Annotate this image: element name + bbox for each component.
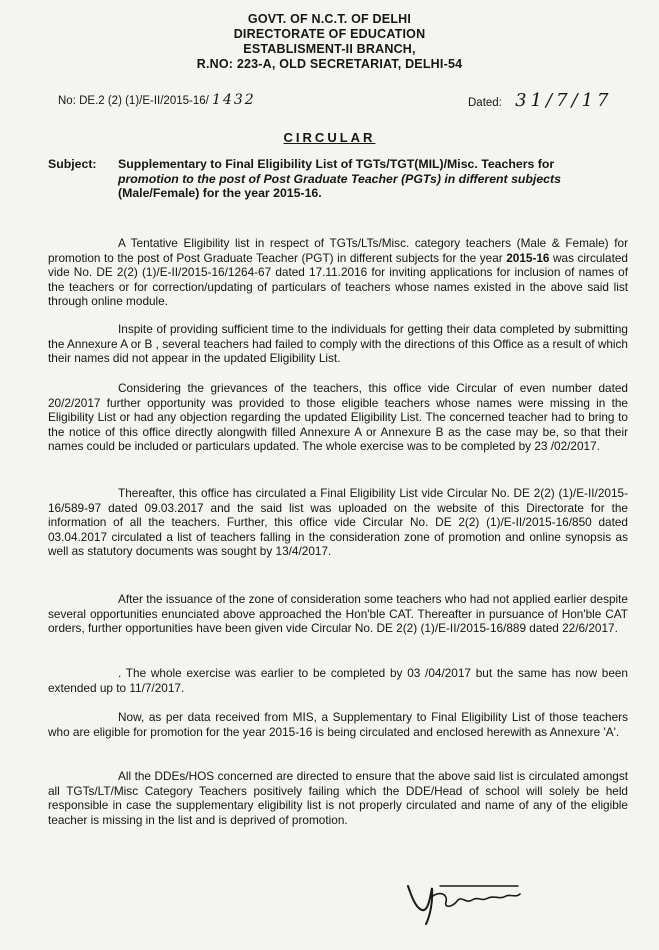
signature-icon: [400, 868, 530, 928]
paragraph-grievances: Considering the grievances of the teachers, this office vide Circular of even number dated 20/2/2017 further opportunity was provided to those eligible teachers whose names were missing in the Eligibility List or had any objection regarding the updated Eligibility List. The concerned teacher had to bring to the notice of this office directly alongwith filled Annexure A or Annexure B as the case may be, so that their names could be included or particulars updated. The whole exercise was to be completed by 23 /02/2017.: [48, 381, 628, 454]
subject-line-1: Supplementary to Final Eligibility List of TGTs/TGT(MIL)/Misc. Teachers for: [118, 157, 555, 171]
dated-label: Dated:: [468, 97, 502, 109]
paragraph-final-list: Thereafter, this office has circulated a Final Eligibility List vide Circular No. DE 2(2) (1)/E-II/2015-16/589-97 dated 09.03.2017 and the said list was uploaded on the website of this Directorate for the information of all the teachers. Further, this office vide Circular No. DE 2(2) (1)/E-II/2015-16/850 dated 03.04.2017 circulated a list of teachers falling in the consideration zone of promotion and online synopsis as well as statutory documents was sought by 13/4/2017.: [48, 486, 628, 559]
paragraph-supplementary: Now, as per data received from MIS, a Supplementary to Final Eligibility List of those teachers who are eligible for promotion for the year 2015-16 is being circulated and enclosed herewith as Annexure 'A'.: [48, 710, 628, 739]
paragraph-1-year: 2015-16: [506, 250, 550, 265]
document-title: CIRCULAR: [283, 130, 376, 145]
subject-text: [118, 157, 628, 201]
header-branch: ESTABLISMENT-II BRANCH,: [243, 42, 416, 56]
reference-number-label: No: DE.2 (2) (1)/E-II/2015-16/: [58, 95, 209, 107]
subject-line-2: promotion to the post of Post Graduate Teacher (PGTs) in different subjects: [118, 171, 561, 186]
header-address: R.NO: 223-A, OLD SECRETARIAT, DELHI-54: [196, 57, 463, 71]
subject-block: [48, 157, 628, 201]
subject-label: Subject:: [48, 157, 97, 171]
reference-number-handwritten: 1432: [212, 92, 256, 108]
paragraph-1-text-c: was circulated vide No. DE 2(2) (1)/E-II/2015-16/1264-67 dated 17.11.2016 for inviting applications for inclusion of names of the teachers or for correction/updating of particulars of teachers whose names existed in the above said list through online module.: [48, 250, 628, 309]
paragraph-extension: . The whole exercise was earlier to be completed by 03 /04/2017 but the same has now been extended up to 11/7/2017.: [48, 666, 628, 695]
header-govt: GOVT. OF N.C.T. OF DELHI: [247, 12, 412, 26]
dated-handwritten: 31/7/17: [515, 90, 613, 111]
paragraph-directions: All the DDEs/HOS concerned are directed to ensure that the above said list is circulated amongst all TGTs/LT/Misc Category Teachers positively failing which the DDE/Head of school will solely be held responsible in case the supplementary eligibility list is not properly circulated and name of any of the eligible teacher is missing in the list and is deprived of promotion.: [48, 769, 628, 827]
header-directorate: DIRECTORATE OF EDUCATION: [233, 27, 426, 41]
reference-date: [468, 90, 612, 111]
paragraph-cat: After the issuance of the zone of consideration some teachers who had not applied earlier despite several opportunities enunciated above approached the Hon'ble CAT. Thereafter in pursuance of Hon'ble CAT orders, further opportunities have been given vide Circular No. DE 2(2) (1)/E-II/2015-16/889 dated 22/6/2017.: [48, 592, 628, 636]
paragraph-1-text-a: A Tentative Eligibility list in respect of TGTs/LTs/Misc. category teachers (Male & Female) for promotion to the post of Post Graduate Teacher (PGT) in different subjects for the year: [48, 236, 628, 265]
paragraph-tentative-list: [48, 236, 628, 309]
paragraph-inspite: Inspite of providing sufficient time to the individuals for getting their data completed by submitting the Annexure A or B , several teachers had failed to comply with the directions of this Office as a result of which their names did not appear in the updated Eligibility List.: [48, 322, 628, 366]
subject-line-3: (Male/Female) for the year 2015-16.: [118, 186, 322, 200]
reference-number: [58, 92, 256, 108]
